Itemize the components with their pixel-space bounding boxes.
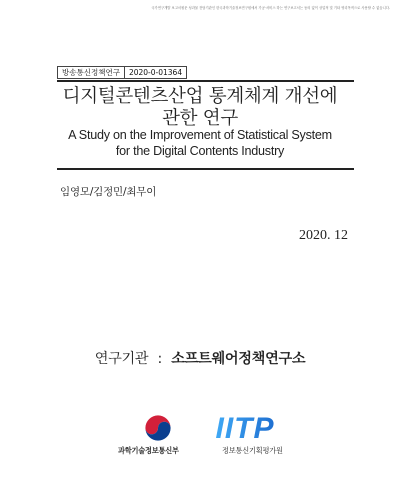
title-korean-line-1: 디지털콘텐츠산업 통계체계 개선에 [62,86,338,107]
title-english [40,128,360,159]
iitp-logo-text: IITP [215,412,275,442]
report-series: 방송통신정책연구 [62,68,120,77]
institution-name: 소프트웨어정책연구소 [171,351,306,367]
usage-notice: 국가연구개발 보고서원문 성과물 전담기관인 한국과학기술정보연구원에서 가공·서비스 하는 연구보고서는 동의 없이 상업적 및 기타 영리목적으로 사용할 수 없습니다. [151,6,390,10]
report-code: 2020-0-01364 [124,67,186,78]
title-english-line-2: for the Digital Contents Industry [115,143,285,158]
title-rule-top [57,80,354,82]
title-korean-line-2: 관한 연구 [162,108,238,129]
title-rule-bottom [57,168,354,170]
agency-name: 정보통신기획평가원 [222,446,283,455]
ministry-name: 과학기술정보통신부 [118,446,179,455]
report-id-box [57,66,187,79]
institution-label: 연구기관 [94,351,149,367]
ministry-logo-icon [144,414,172,442]
research-institution [0,348,400,368]
publication-date: 2020. 12 [299,228,348,243]
institution-separator: : [157,351,163,367]
title-english-line-1: A Study on the Improvement of Statistical System [68,128,332,142]
authors: 임영모/김정민/최무이 [60,186,157,198]
title-korean [40,86,360,130]
iitp-logo [205,412,285,442]
